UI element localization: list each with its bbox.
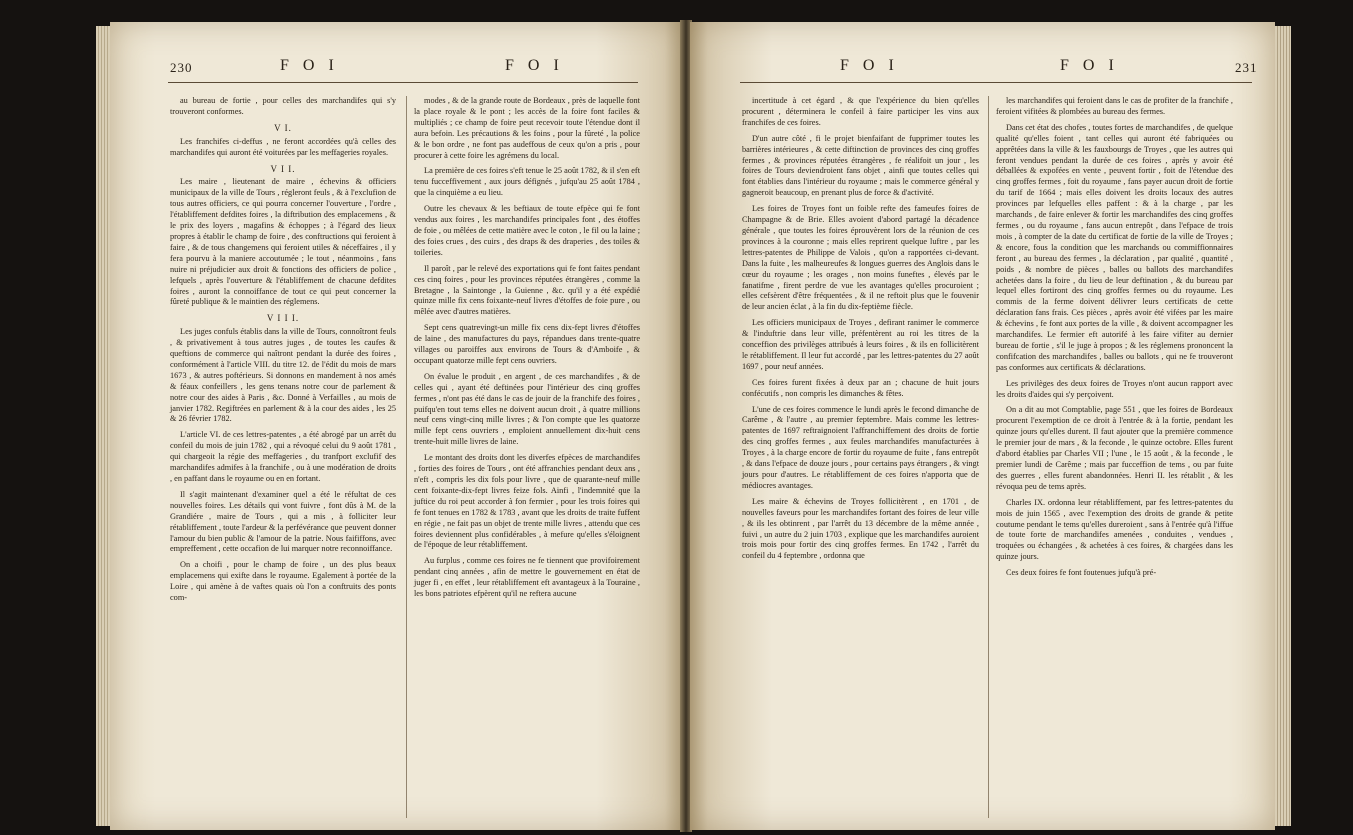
paragraph: Outre les chevaux & les beftiaux de toute efpèce qui fe font vendus aux foires , les marchandifes principales font , des étoffes de foie , ou mêlées de cette matière avec le coton , le fil ou la laine ; des foies crues , des cuirs , des draps & des draperies , des toiles & toileries. (414, 204, 640, 257)
left-page (110, 22, 682, 830)
text-column-2 (414, 96, 640, 605)
paragraph: modes , & de la grande route de Bordeaux , près de laquelle font la place royale & le pont ; les accès de la foire font faciles & multipliés ; ce champ de foire peut recevoir toute l'étendue dont il aura befoin. Les précautions & les foins , pour la fûreté , la police & le bon ordre , ne font pas audeffous de ceux qu'on a pris , pour procurer à cette foire les agrémens du local. (414, 96, 640, 160)
paragraph: La première de ces foires s'eft tenue le 25 août 1782, & il s'en eft tenu fucceffivement , aux jours défignés , jufqu'au 25 août 1784 , que la cinquième a eu lieu. (414, 166, 640, 198)
paragraph: Les maire & échevins de Troyes follicitèrent , en 1701 , de nouvelles faveurs pour les marchandifes fortant des foires de leur ville , & ils les obtinrent , par l'arrêt du 13 décembre de la même année , fuivi , un autre du 2 juin 1703 , explique que les marchandifes auroient trois mois pour fortir des cinq groffes fermes. En 1742 , l'arrêt du confeil du 4 feptembre , ordonna que (742, 496, 979, 561)
section-number: V I I I. (266, 313, 300, 324)
paragraph: les marchandifes qui feroient dans le cas de profiter de la franchife , feroient vifitées & plombées au bureau des fermes. (996, 96, 1233, 116)
paragraph: Sept cens quatrevingt-un mille fix cens dix-fept livres d'étoffes de laine , des manufactures du pays, répandues dans trente-quatre villages ou paroiffes aux environs de Tours & d'Amboife , & occupant quatorze mille fept cens ouvriers. (414, 323, 640, 365)
paragraph: Il paroît , par le relevé des exportations qui fe font faites pendant ces cinq foires , pour les provinces réputées étrangères , comme la Bretagne , la Saintonge , la Guienne , &c. qu'il y a été expédié quinze mille fix cens foixante-neuf livres d'étoffes de foie pure , ou mêlée avec d'autres matières. (414, 263, 640, 317)
running-head: F O I (1060, 57, 1119, 74)
section-number: V I I. (270, 163, 296, 174)
column-divider (406, 96, 407, 818)
paragraph: Les privilèges des deux foires de Troyes n'ont aucun rapport avec les droits d'aides qui s'y perçoivent. (996, 378, 1233, 399)
paragraph: Les foires de Troyes font un foible refte des fameufes foires de Champagne & de Brie. Elles avoient d'abord partagé la décadence générale , que toutes les foires éprouvèrent lors de la réunion de ces provinces à la couronne ; mais elles reprirent quelque luftre , par les lettres-patentes de Philippe de Valois , qu'on a rapportées ci-devant. Dans la fuite , les malheureufes & longues guerres des Anglois dans le cœur du royaume ; les orages , non moins funeftes , élevés par le fanatifme , firent perdre de vue les avantages qu'elles procuroient ; elles cefsèrent d'être fréquentées , & il ne reftoit plus que le fouvenir de leur ancien éclat , à la fin du dix-feptième fiècle. (742, 204, 979, 312)
paragraph: D'un autre côté , fi le projet bienfaifant de fupprimer toutes les barrières intérieures , & cette diftinction de provinces des cinq groffes fermes , & provinces réputées étrangères , fe réalifoit un jour , les foires de Tours deviendroient fans objet , ainfi que toutes celles qui font établies dans l'intérieur du royaume ; mais le commerce général y gagneroit beaucoup, en prenant plus de force & d'activité. (742, 133, 979, 198)
paragraph: Les maire , lieutenant de maire , échevins & officiers municipaux de la ville de Tours , régleront feuls , & à l'exclufion de tous autres officiers, ce qui pourra concerner l'ouverture , l'ordre , l'établiffement defdites foires , la diftribution des emplacemens , & le prix des loyers , magafins & échoppes ; à l'égard des lieux propres à établir le champ de foire , des conftructions qui feroient à faire , & de tous changemens qui feroient utiles & néceffaires , il y fera pourvu à la maniere accoutumée ; le tout , néanmoins , fans nuire ni préjudicier aux droit & fonctions des officiers de police , lefquels , après l'ouverture & l'établiffement de chacune defdites foires , auront la connoiffance de tout ce qui peut concerner la fûreté publique & le maintien des réglemens. (170, 177, 396, 307)
running-head: F O I (505, 57, 564, 74)
paragraph: Ces foires furent fixées à deux par an ; chacune de huit jours confécutifs , non compris les dimanches & fêtes. (742, 377, 979, 398)
column-divider (988, 96, 989, 818)
running-head: F O I (840, 57, 899, 74)
header-rule (168, 82, 638, 83)
paragraph: Il s'agit maintenant d'examiner quel a été le réfultat de ces nouvelles foires. Les détails qui vont fuivre , font dûs à M. de la Grandiére , maire de Tours , qui a mis , à folliciter leur rétabliffement , toute l'ardeur & la perfévérance que peuvent donner l'amour du bien public & l'amour de la patrie. Nous faififfons, avec empreffement , cette occafion de lui marquer notre reconnoiffance. (170, 489, 396, 554)
paragraph: Les franchifes ci-deffus , ne feront accordées qu'à celles des marchandifes qui auront été voiturées par les meffageries royales. (170, 136, 396, 157)
text-column-2 (996, 96, 1233, 584)
paragraph: Au furplus , comme ces foires ne fe tiennent que provifoirement pendant cinq années , afin de mettre le gouvernement en état de juger fi , en effet , leur rétabliffement eft avantageux à la Touraine , les bons patriotes efpèrent qu'il ne reftera aucune (414, 556, 640, 599)
paragraph: Dans cet état des chofes , toutes fortes de marchandifes , de quelque qualité qu'elles foient , tant celles qui auront été fabriquées ou apprêtées dans la ville & les fauxbourgs de Troyes , que les autres qui feront vendues pendant la durée de ces foires , après y avoir été déballées & expofées en vente , peuvent fortir , foit de l'étendue des cinq groffes fermes , foit du royaume , fans payer aucun droit de fortie du tarif de 1664 ; mais elles doivent les droits locaux des autres provinces par lefquelles elles paffent : & à la charge , par les marchands , de faire enlever & fortir les marchandifes des cinq groffes fermes , ou du royaume , fans aucun entrepôt , dans l'efpace de trois mois , à compter de la date du certificat de fortie de la ville de Troyes ; & encore, fous la condition que les marchands ou commiffionnaires feront , au bureau des fermes , la déclaration , par qualité , quantité , poids , & nombre de pièces , balles ou ballots des marchandifes achetées dans la foire , du lieu de leur deftination , & du bureau par lequel elles fortiront des cinq groffes fermes ou du royaume. Les commis de la ferme doivent délivrer leurs certificats de cette déclaration fans frais. Ces pièces , après avoir été vifées par les maire & échevins , fe font aux portes de la ville , & doivent accompagner les marchandifes. Le fermier eft autorifé à les faire vifiter au dernier bureau de fortie , s'il le juge à propos ; & les réglemens prononcent la confifcation des marchandifes , balles ou ballots , qui ne fe trouveront pas conformes aux certificats & déclarations. (996, 122, 1233, 372)
page-number: 230 (170, 60, 193, 75)
paragraph: Le montant des droits dont les diverfes efpèces de marchandifes , forties des foires de Tours , ont été affranchies pendant deux ans , n'eft , compris les dix fols pour livre , que de quarante-neuf mille cent foixante-dix-fept livres feize fols. Ainfi , l'indemnité que la juftice du roi peut accorder à fon fermier , pour les trois foires qui fe font tenues en 1782 & 1783 , avant que les droits de traite fuffent en régie , ne fait pas un objet de trente mille livres , attendu que ces foires deviennent plus confidérables , à mefure qu'elles s'éloignent de l'époque de leur rétabliffement. (414, 453, 640, 550)
paragraph: On a choifi , pour le champ de foire , un des plus beaux emplacemens qui exifte dans le royaume. Egalement à portée de la Loire , qui amène à de vaftes quais où l'on a conftruits des ponts com- (170, 560, 396, 603)
paragraph: au bureau de fortie , pour celles des marchandifes qui s'y trouveront conformes. (170, 96, 396, 116)
paragraph: L'une de ces foires commence le lundi après le fecond dimanche de Carême , & l'autre , au premier feptembre. Mais comme les lettres-patentes de 1697 reftraignoient l'affranchiffement des droits de fortie des cinq groffes fermes , aux feules marchandifes manufacturées à Troyes , à la charge encore de fortir du royaume de fuite , fans entrepôt , & dans l'efpace de douze jours , pour certains pays étrangers , & vingt jours pour d'autres. Le rétabliffement de ces foires n'apporta que de médiocres avantages. (742, 404, 979, 490)
right-page (690, 22, 1275, 830)
paragraph: Charles IX. ordonna leur rétabliffement, par fes lettres-patentes du mois de juin 1565 , avec l'exemption des droits de grande & petite coutume pendant le tems qu'elles dureroient , sans à l'entrée qu'à l'iffue de toute forte de marchandifes amenées , conduites , vendues , troquées ou échangées , & achetées à ces foires, & chargées dans les quinze jours. (996, 497, 1233, 562)
paragraph: Les juges confuls établis dans la ville de Tours, connoîtront feuls , & privativement à tous autres juges , de toutes les caufes & queftions de commerce qui naîtront pendant la durée des foires , conformément à l'article VIII. du titre 12. de l'édit du mois de mars 1673 , & autres poftérieurs. Si donnons en mandement à nos amés & féaux confeillers , les gens tenans notre cour de parlement & notre cour des aides à Paris , &c. Donné à Verfailles , au mois de janvier 1782. Regiftrées en parlement & à la cour des aides , les 25 & 26 février 1782. (170, 327, 396, 424)
paragraph: On a dit au mot Comptablie, page 551 , que les foires de Bordeaux procurent l'exemption de ce droit à l'entrée & à la fortie, pendant les quinze jours qu'elles durent. Il faut ajouter que la première commence le premier jour de mars , & la feconde , le quinze octobre. Elles furent d'abord établies par Charles VII ; l'une , le 15 août , & la feconde , le premier lundi de Carême ; mais par fucceffion de tems , ou par fuite des guerres , elles furent abandonnées. Henri II. les rétablit , & les révoqua peu de tems après. (996, 405, 1233, 491)
page-number: 231 (1235, 60, 1258, 75)
running-head: F O I (280, 57, 339, 74)
paragraph: Ces deux foires fe font foutenues jufqu'à pré- (1006, 568, 1157, 578)
paragraph: L'article VI. de ces lettres-patentes , a été abrogé par un arrêt du confeil du mois de juin 1782 , qui a révoqué celui du 9 août 1781 , qui chargeoit la régie des meffageries , du tranfport exclufif des marchandifes admifes à la franchife , ou à une modération de droits , en paffant dans le royaume ou en en fortant. (170, 430, 396, 483)
text-column-1 (170, 96, 396, 609)
left-page-edges (96, 26, 110, 826)
text-column-1 (742, 96, 979, 567)
paragraph: Les officiers municipaux de Troyes , defirant ranimer le commerce & l'induftrie dans leur ville, préfentèrent au roi les titres de la conceffion des privilèges attribués à leurs foires , & ils en follicitèrent le rétabliffement. Il leur fut accordé , par les lettres-patentes du 27 août 1697 , pour neuf années. (742, 318, 979, 371)
header-rule (740, 82, 1252, 83)
right-page-edges (1275, 26, 1291, 826)
section-number: V I. (274, 122, 292, 133)
paragraph: incertitude à cet égard , & que l'expérience du bien qu'elles procurent , déterminera le confeil à faire participer les vins aux franchifes de ces foires. (742, 96, 979, 127)
paragraph: On évalue le produit , en argent , de ces marchandifes , & de celles qui , ayant été deftinées pour l'intérieur des cinq groffes fermes , n'ont pas été dans le cas de jouir de la franchife des foires , puifqu'en tout tems elles ne doivent aucun droit , à quatre millions neuf cens vingt-cinq mille livres ; & l'on compte que les quatorze mille fept cens ouvriers , emploient annuellement dix-huit cens trente-huit mille livres de laine. (414, 371, 640, 447)
